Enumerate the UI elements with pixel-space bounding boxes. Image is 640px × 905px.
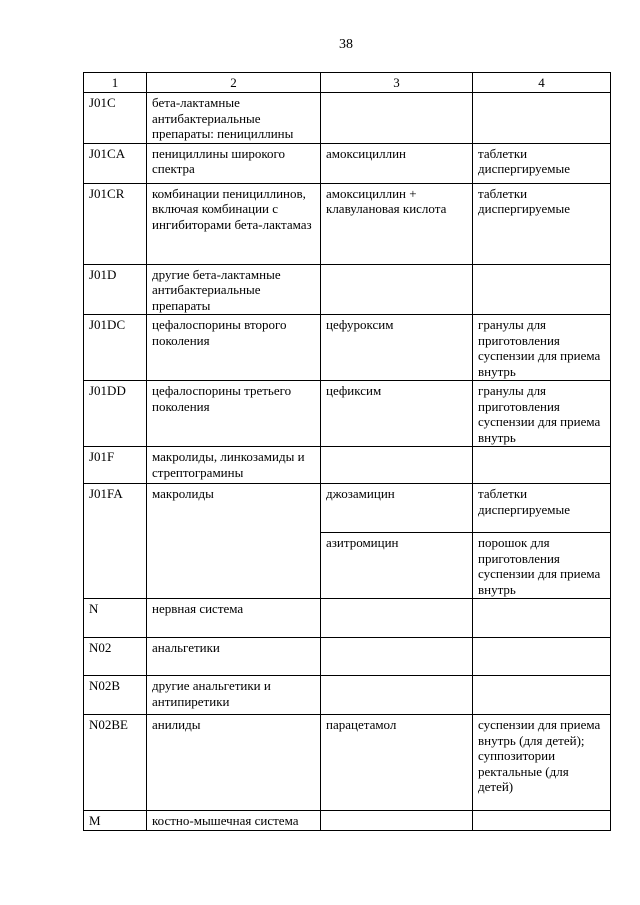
cell-form: суспензии для приема внутрь (для детей); суппозитории ректальные (для детей) xyxy=(473,715,611,811)
table-row xyxy=(84,183,611,264)
cell-drug: цефуроксим xyxy=(321,315,473,381)
cell-code: N02BE xyxy=(84,715,147,811)
cell-group: бета-лактамные антибактериальные препараты: пенициллины xyxy=(147,93,321,144)
table-row xyxy=(84,143,611,183)
cell-code: N xyxy=(84,599,147,638)
table-row xyxy=(84,315,611,381)
cell-group: цефалоспорины второго поколения xyxy=(147,315,321,381)
table-row xyxy=(84,381,611,447)
cell-drug: джозамицин xyxy=(321,484,473,533)
cell-form xyxy=(473,599,611,638)
cell-code: N02 xyxy=(84,638,147,676)
page-number: 38 xyxy=(339,37,353,52)
header-col-3: 3 xyxy=(321,73,473,93)
cell-drug: амоксициллин xyxy=(321,143,473,183)
cell-group: макролиды xyxy=(147,484,321,599)
cell-drug xyxy=(321,447,473,484)
cell-code: J01CA xyxy=(84,143,147,183)
table-row xyxy=(84,447,611,484)
cell-form xyxy=(473,811,611,831)
cell-group: другие анальгетики и антипиретики xyxy=(147,676,321,715)
cell-group: анилиды xyxy=(147,715,321,811)
header-col-1: 1 xyxy=(84,73,147,93)
cell-form xyxy=(473,447,611,484)
table-row xyxy=(84,811,611,831)
cell-form: таблетки диспергируемые xyxy=(473,143,611,183)
cell-group: анальгетики xyxy=(147,638,321,676)
table-row xyxy=(84,676,611,715)
cell-form xyxy=(473,638,611,676)
cell-form: гранулы для приготовления суспензии для приема внутрь xyxy=(473,381,611,447)
table-row xyxy=(84,93,611,144)
cell-drug: азитромицин xyxy=(321,533,473,599)
table-header-row xyxy=(84,73,611,93)
table-row xyxy=(84,715,611,811)
cell-group: нервная система xyxy=(147,599,321,638)
table-row xyxy=(84,638,611,676)
cell-form xyxy=(473,93,611,144)
cell-drug xyxy=(321,599,473,638)
cell-drug xyxy=(321,676,473,715)
cell-code: M xyxy=(84,811,147,831)
cell-group: другие бета-лактамные антибактериальные препараты xyxy=(147,264,321,315)
cell-code: J01CR xyxy=(84,183,147,264)
cell-drug xyxy=(321,264,473,315)
cell-drug: парацетамол xyxy=(321,715,473,811)
cell-group: макролиды, линкозамиды и стрептограмины xyxy=(147,447,321,484)
cell-code: N02B xyxy=(84,676,147,715)
cell-form xyxy=(473,264,611,315)
cell-code: J01FA xyxy=(84,484,147,599)
cell-group: комбинации пенициллинов, включая комбинации с ингибиторами бета-лактамаз xyxy=(147,183,321,264)
cell-drug: амоксициллин + клавулановая кислота xyxy=(321,183,473,264)
cell-code: J01F xyxy=(84,447,147,484)
header-col-4: 4 xyxy=(473,73,611,93)
cell-drug xyxy=(321,93,473,144)
table-row xyxy=(84,264,611,315)
cell-drug xyxy=(321,811,473,831)
cell-form: гранулы для приготовления суспензии для приема внутрь xyxy=(473,315,611,381)
cell-code: J01DC xyxy=(84,315,147,381)
cell-form xyxy=(473,676,611,715)
table-row xyxy=(84,484,611,533)
cell-form: таблетки диспергируемые xyxy=(473,183,611,264)
cell-group: пенициллины широкого спектра xyxy=(147,143,321,183)
cell-code: J01C xyxy=(84,93,147,144)
cell-drug: цефиксим xyxy=(321,381,473,447)
cell-form: таблетки диспергируемые xyxy=(473,484,611,533)
cell-code: J01DD xyxy=(84,381,147,447)
cell-group: цефалоспорины третьего поколения xyxy=(147,381,321,447)
cell-form: порошок для приготовления суспензии для приема внутрь xyxy=(473,533,611,599)
medication-table xyxy=(83,72,611,831)
header-col-2: 2 xyxy=(147,73,321,93)
cell-code: J01D xyxy=(84,264,147,315)
cell-group: костно-мышечная система xyxy=(147,811,321,831)
table-row xyxy=(84,599,611,638)
cell-drug xyxy=(321,638,473,676)
